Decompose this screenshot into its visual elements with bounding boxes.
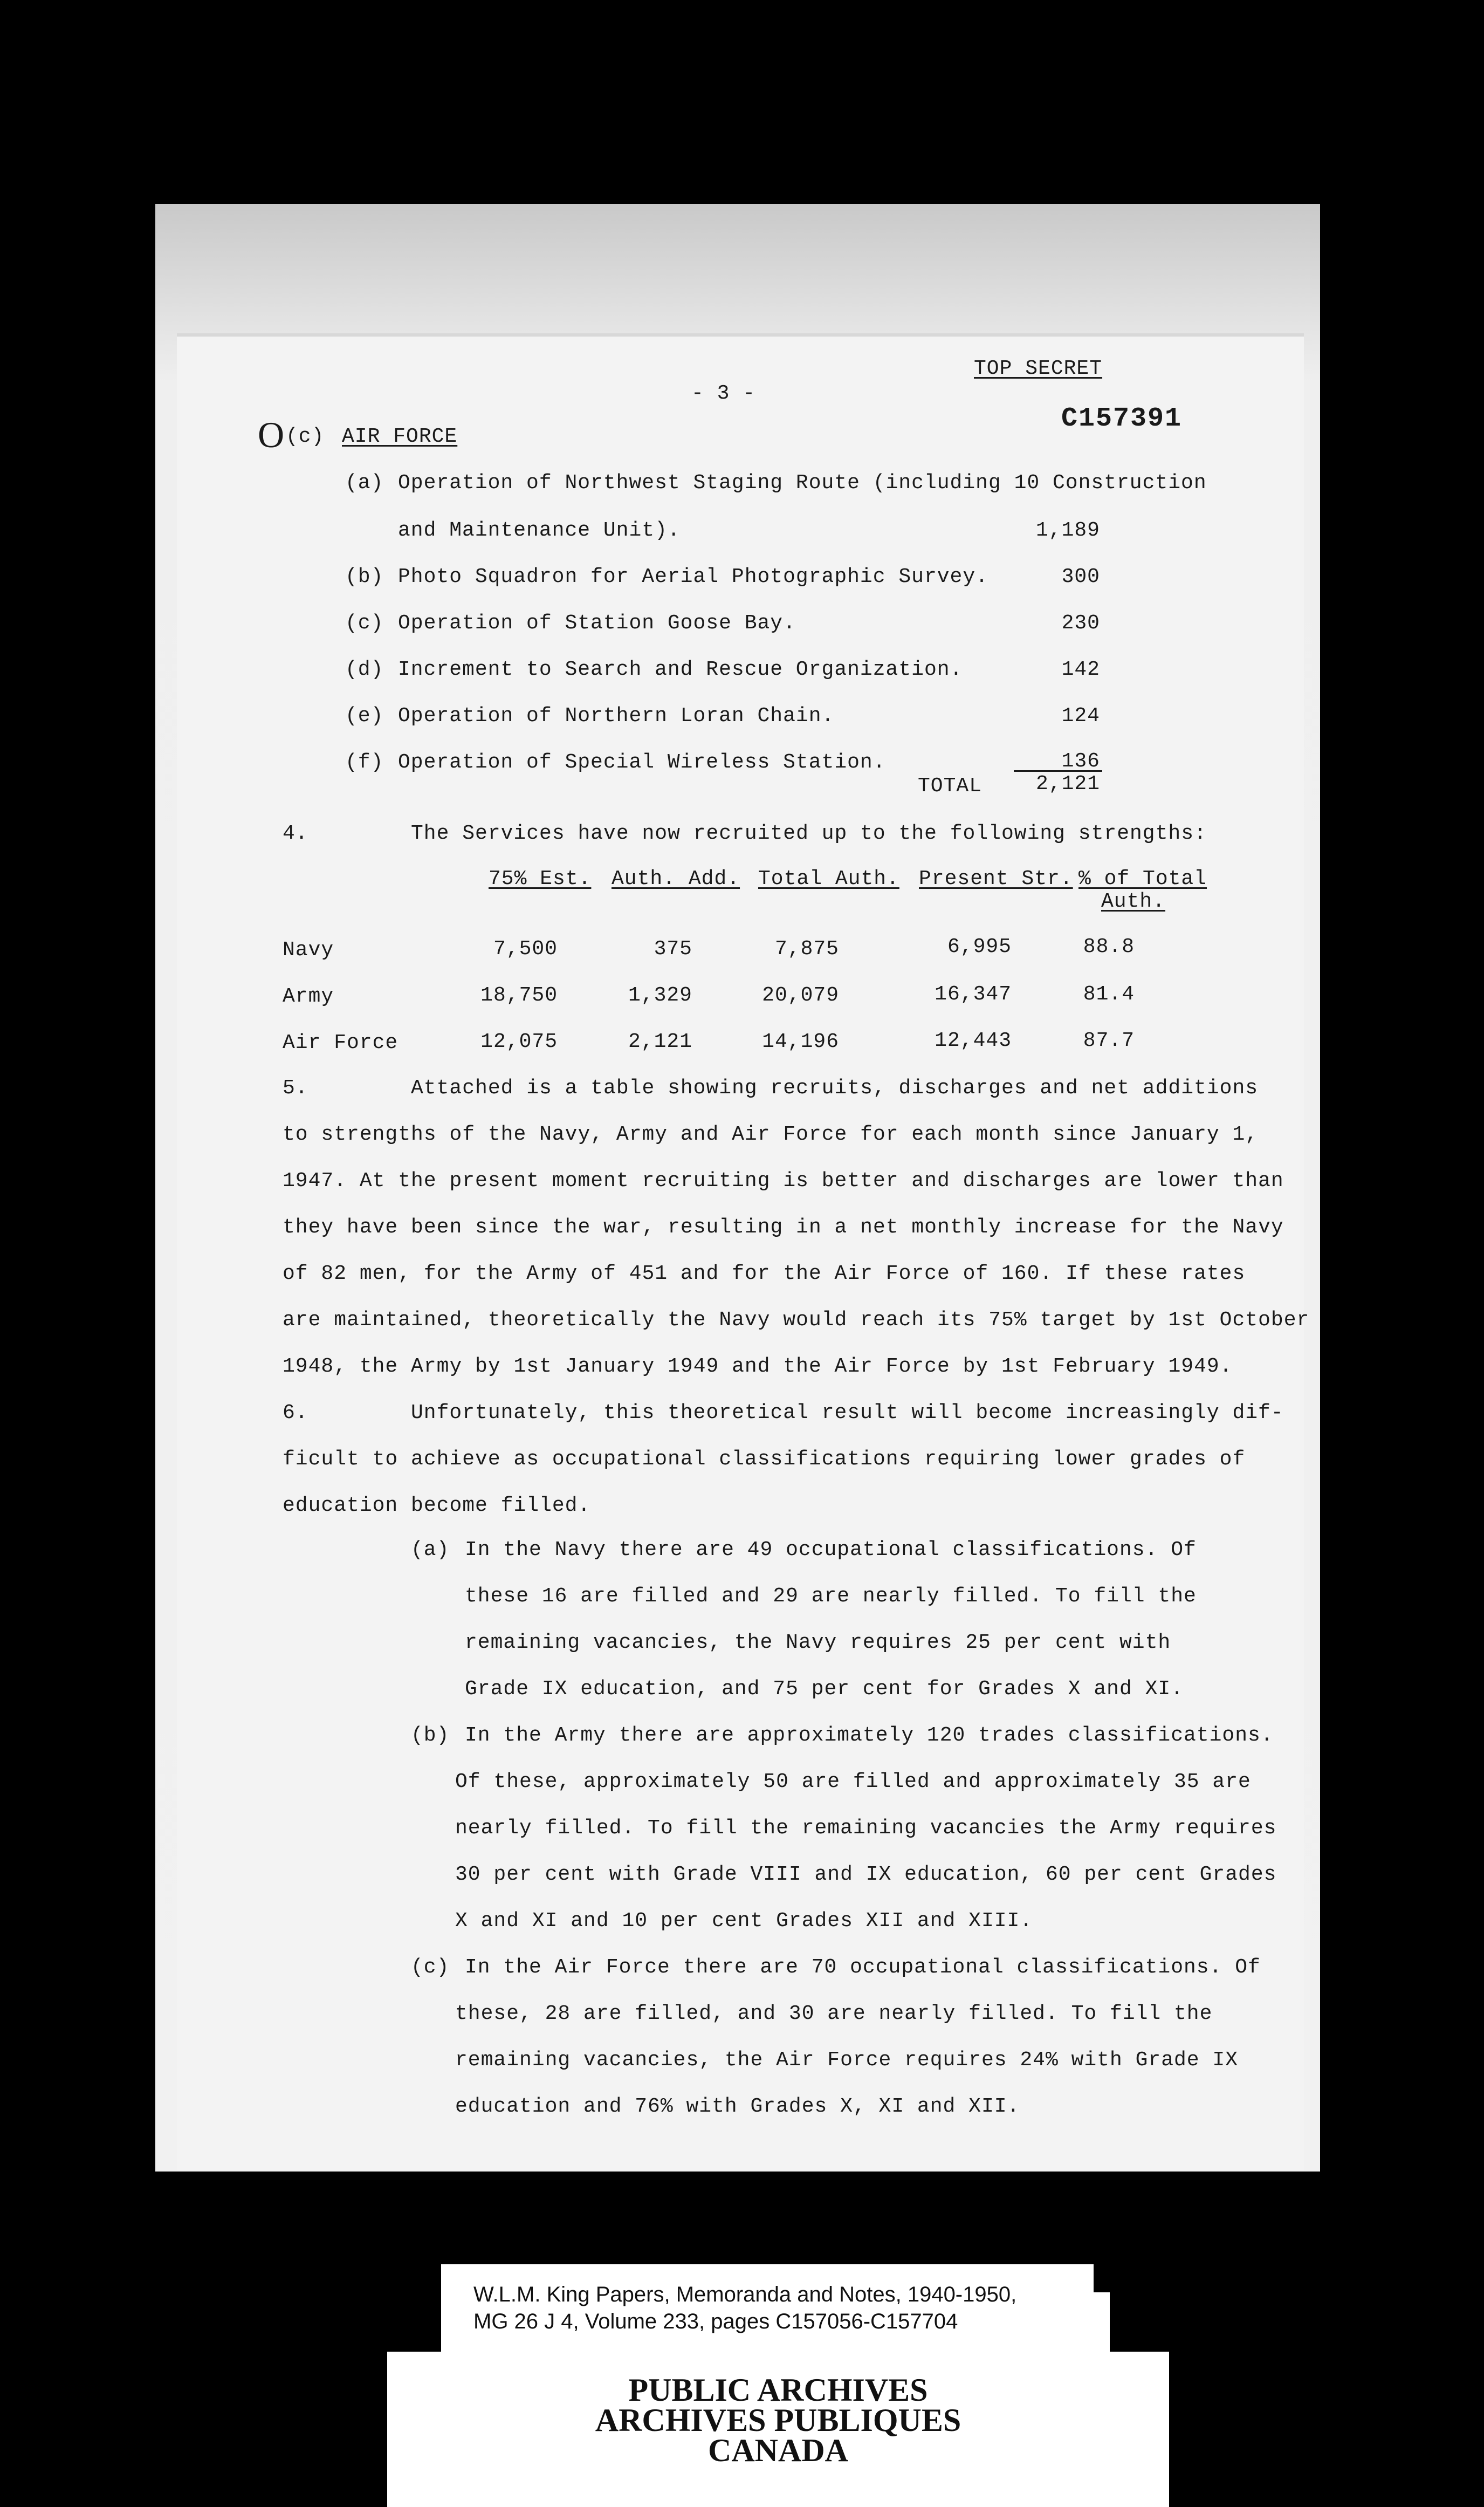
table-cell: 7,500 (493, 937, 558, 961)
item-text: Operation of Special Wireless Station. (398, 751, 886, 774)
item-text: Operation of Station Goose Bay. (398, 612, 796, 635)
subitem-line: Grade IX education, and 75 per cent for Grades X and XI. (465, 1677, 1184, 1701)
table-cell: 12,443 (935, 1029, 1012, 1052)
typed-sheet (177, 333, 1304, 2170)
caption-line: W.L.M. King Papers, Memoranda and Notes, 1940-1950, (473, 2283, 1017, 2306)
item-label: (a) (345, 471, 384, 495)
column-header: Auth. Add. (612, 867, 740, 891)
column-header: Total Auth. (758, 867, 899, 891)
table-cell: 12,075 (480, 1030, 558, 1053)
total-value: 2,121 (1035, 772, 1100, 796)
margin-mark: O (258, 414, 285, 455)
item-label: (b) (345, 565, 384, 588)
subitem-line: these, 28 are filled, and 30 are nearly filled. To fill the (455, 2002, 1213, 2025)
item-value: 142 (1061, 658, 1100, 681)
para5-line: of 82 men, for the Army of 451 and for the Air Force of 160. If these rates (283, 1262, 1246, 1285)
subitem-line: X and XI and 10 per cent Grades XII and XIII. (455, 1909, 1033, 1933)
item-label: (c) (345, 612, 384, 635)
table-cell: 2,121 (628, 1030, 692, 1053)
item-value: 136 (1061, 750, 1100, 773)
subitem-label: (a) (411, 1538, 450, 1561)
row-service: Army (283, 985, 334, 1008)
total-rule (1014, 770, 1102, 772)
table-cell: 87.7 (1083, 1029, 1135, 1052)
para5-line: to strengths of the Navy, Army and Air Force for each month since January 1, (283, 1123, 1259, 1146)
para5-line: they have been since the war, resulting in a net monthly increase for the Navy (283, 1216, 1284, 1239)
item-value: 124 (1061, 704, 1100, 728)
table-cell: 81.4 (1083, 983, 1135, 1006)
item-label: (e) (345, 704, 384, 728)
subitem-line: In the Navy there are 49 occupational classifications. Of (465, 1538, 1197, 1561)
subitem-line: education and 76% with Grades X, XI and XII. (455, 2095, 1020, 2118)
subitem-line: nearly filled. To fill the remaining vacancies the Army requires (455, 1817, 1277, 1840)
item-text: Operation of Northern Loran Chain. (398, 704, 835, 728)
table-cell: 1,329 (628, 984, 692, 1007)
stamp-line: CANADA (708, 2433, 848, 2468)
subitem-line: In the Air Force there are 70 occupational classifications. Of (465, 1956, 1261, 1979)
section-title: AIR FORCE (342, 425, 458, 448)
table-cell: 375 (654, 937, 692, 961)
subitem-line: remaining vacancies, the Navy requires 25 per cent with (465, 1631, 1171, 1654)
item-label: (f) (345, 751, 384, 774)
column-header-line2: Auth. (1101, 890, 1166, 913)
item-value: 230 (1061, 612, 1100, 635)
table-cell: 16,347 (935, 983, 1012, 1006)
para6-line: Unfortunately, this theoretical result will become increasingly dif- (411, 1401, 1284, 1424)
subitem-label: (c) (411, 1956, 450, 1979)
para4-text: The Services have now recruited up to the following strengths: (411, 822, 1207, 845)
item-text: Photo Squadron for Aerial Photographic Survey. (398, 565, 988, 588)
row-service: Navy (283, 939, 334, 962)
column-header: % of Total (1078, 867, 1207, 891)
para5-line: are maintained, theoretically the Navy would reach its 75% target by 1st October (283, 1309, 1310, 1332)
row-service: Air Force (283, 1031, 399, 1054)
subitem-line: 30 per cent with Grade VIII and IX education, 60 per cent Grades (455, 1863, 1277, 1886)
total-label: TOTAL (918, 775, 983, 798)
stamp-line: PUBLIC ARCHIVES (628, 2372, 928, 2408)
para4-number: 4. (283, 822, 308, 845)
para5-line: Attached is a table showing recruits, discharges and net additions (411, 1077, 1259, 1100)
section-label: (c) (286, 425, 325, 448)
subitem-line: remaining vacancies, the Air Force requires 24% with Grade IX (455, 2049, 1239, 2072)
para6-line: ficult to achieve as occupational classifications requiring lower grades of (283, 1448, 1246, 1471)
subitem-line: Of these, approximately 50 are filled and approximately 35 are (455, 1770, 1251, 1793)
column-header: 75% Est. (489, 867, 592, 891)
table-cell: 18,750 (480, 984, 558, 1007)
stamp-line: ARCHIVES PUBLIQUES (595, 2402, 961, 2438)
table-cell: 14,196 (762, 1030, 839, 1053)
document-number: C157391 (1061, 403, 1183, 434)
para5-line: 1948, the Army by 1st January 1949 and the Air Force by 1st February 1949. (283, 1355, 1233, 1378)
subitem-line: In the Army there are approximately 120 trades classifications. (465, 1724, 1274, 1747)
table-cell: 7,875 (774, 937, 839, 961)
item-text: Increment to Search and Rescue Organization. (398, 658, 963, 681)
item-value: 300 (1061, 565, 1100, 588)
item-label: (d) (345, 658, 384, 681)
item-text-continued: and Maintenance Unit). (398, 519, 681, 542)
table-cell: 88.8 (1083, 935, 1135, 958)
caption-box (441, 2264, 1094, 2355)
para6-line: education become filled. (283, 1494, 591, 1517)
para5-line: 1947. At the present moment recruiting is better and discharges are lower than (283, 1169, 1284, 1193)
para6-number: 6. (283, 1401, 308, 1424)
subitem-label: (b) (411, 1724, 450, 1747)
caption-line: MG 26 J 4, Volume 233, pages C157056-C157704 (473, 2310, 958, 2333)
stamp-notch-right (1110, 2292, 1169, 2352)
classification-label: TOP SECRET (974, 357, 1103, 380)
page-number: - 3 - (691, 382, 756, 405)
table-cell: 6,995 (947, 935, 1012, 958)
subitem-line: these 16 are filled and 29 are nearly filled. To fill the (465, 1585, 1197, 1608)
column-header: Present Str. (919, 867, 1073, 891)
table-cell: 20,079 (762, 984, 839, 1007)
item-text: Operation of Northwest Staging Route (including 10 Construction (398, 471, 1207, 495)
para5-number: 5. (283, 1077, 308, 1100)
item-value: 1,189 (1035, 519, 1100, 542)
stamp-notch-left (387, 2292, 446, 2352)
